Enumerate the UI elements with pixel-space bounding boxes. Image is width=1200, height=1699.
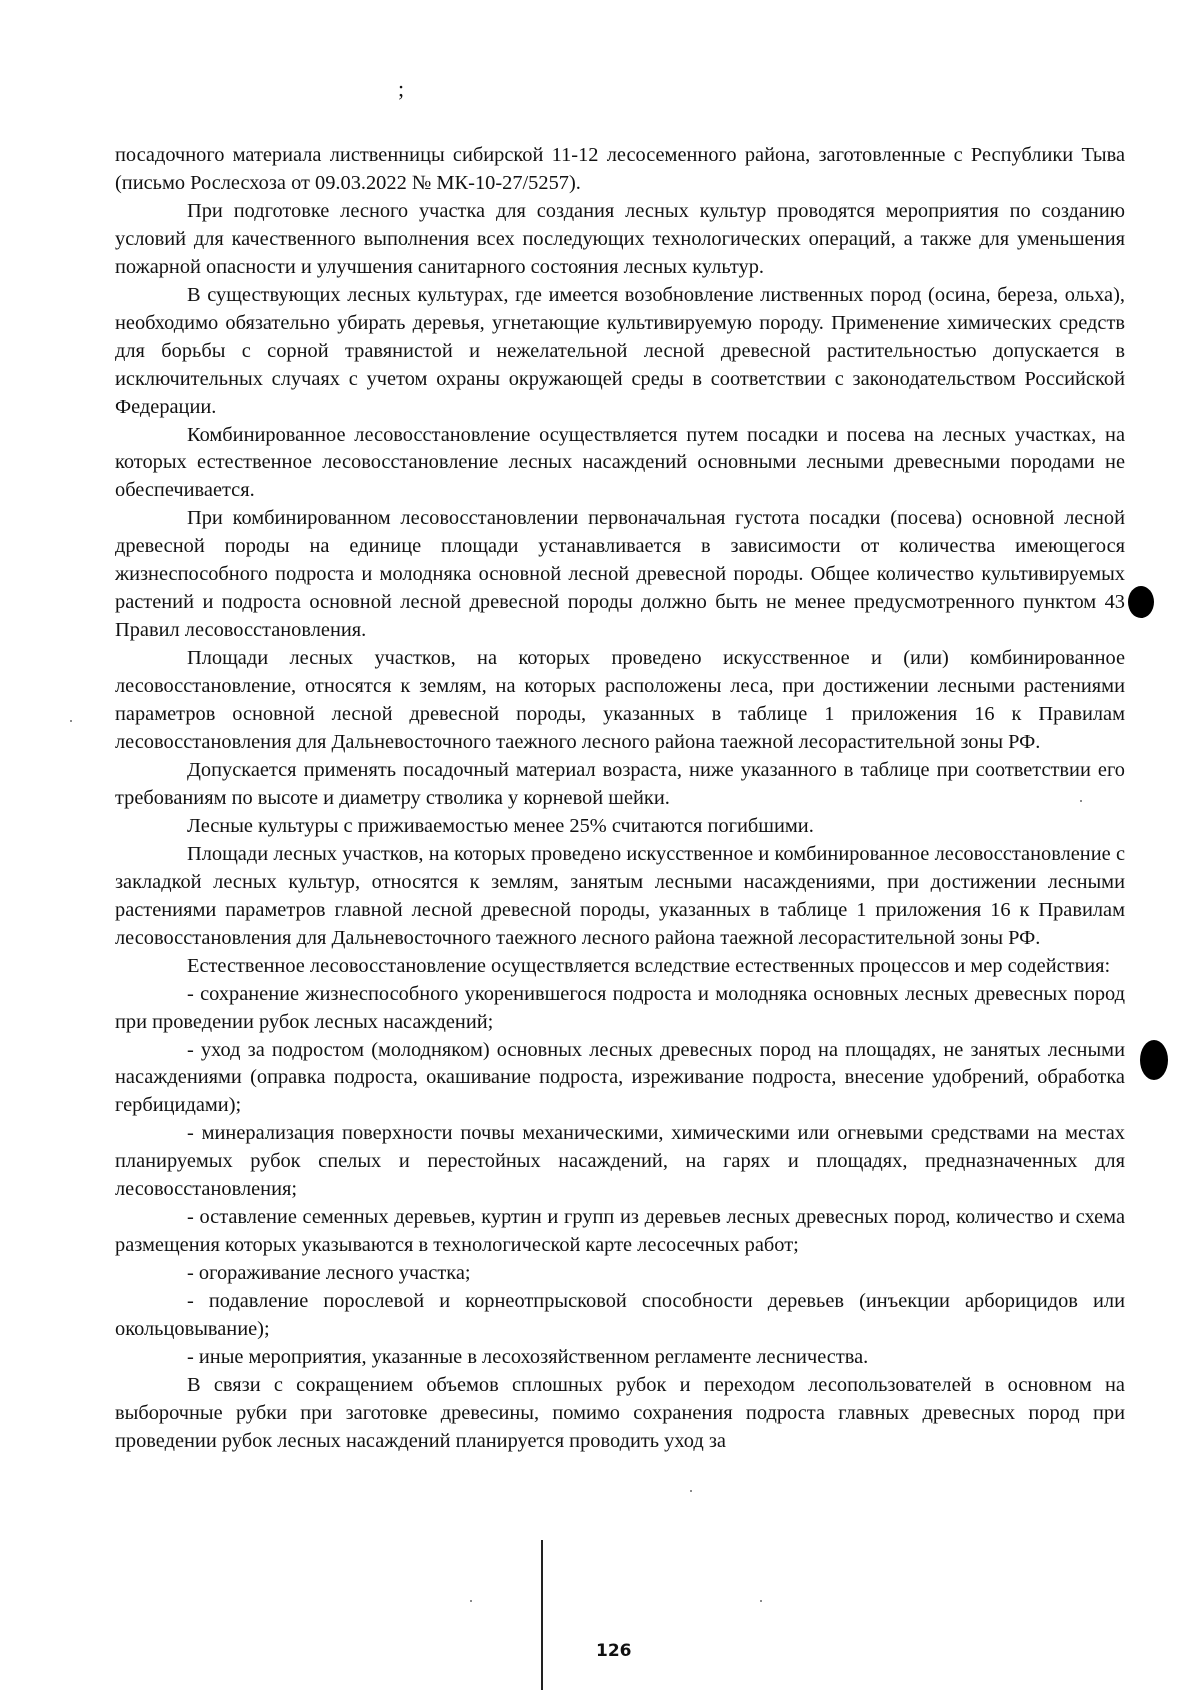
paragraph-7: Допускается применять посадочный материал возраста, ниже указанного в таблице при соответствии его требованиям по высоте и диаметру стволика у корневой шейки. — [115, 758, 1125, 809]
punch-hole-mark — [1128, 586, 1154, 618]
scan-speck — [470, 1600, 472, 1602]
list-item-5: - огораживание лесного участка; — [187, 1262, 471, 1285]
paragraph-10: Естественное лесовосстановление осуществляется вследствие естественных процессов и мер содействия: — [187, 954, 1111, 977]
paragraph-2: При подготовке лесного участка для создания лесных культур проводятся мероприятия по созданию условий для качественного выполнения всех последующих технологических операций, а также для уменьшения пожарной опасности и улучшения санитарного состояния лесных культур. — [115, 199, 1125, 278]
scan-fold-line — [541, 1540, 543, 1690]
scan-speck — [70, 720, 72, 722]
paragraph-6: Площади лесных участков, на которых проведено искусственное и (или) комбинированное лесовосстановление, относятся к землям, на которых расположены леса, при достижении лесными растениями параметров основной лесной древесной породы, указанных в таблице 1 приложения 16 к Правилам лесовосстановления для Дальневосточного таежного лесного района таежной лесорастительной зоны РФ. — [115, 647, 1125, 754]
list-item-1: - сохранение жизнеспособного укоренившегося подроста и молодняка основных лесных древесных пород при проведении рубок лесных насаждений; — [115, 982, 1125, 1033]
paragraph-11: В связи с сокращением объемов сплошных рубок и переходом лесопользователей в основном на выборочные рубки при заготовке древесины, помимо сохранения подроста главных древесных пород при проведении рубок лесных насаждений планируется проводить уход за — [115, 1373, 1125, 1452]
punch-hole-mark — [1140, 1040, 1168, 1080]
paragraph-3: В существующих лесных культурах, где имеется возобновление лиственных пород (осина, береза, ольха), необходимо обязательно убирать деревья, угнетающие культивируемую породу. Применение химических средств для борьбы с сорной травянистой и нежелательной лесной древесной растительностью допускается в исключительных случаях с учетом охраны окружающей среды в соответствии с законодательством Российской Федерации. — [115, 283, 1125, 418]
paragraph-8: Лесные культуры с приживаемостью менее 25% считаются погибшими. — [187, 814, 814, 837]
scan-speck — [690, 1490, 692, 1492]
paragraph-5: При комбинированном лесовосстановлении первоначальная густота посадки (посева) основной лесной древесной породы на единице площади устанавливается в зависимости от количества имеющегося жизнеспособного подроста и молодняка основной лесной древесной породы. Общее количество культивируемых растений и подроста основной лесной древесной породы должно быть не менее предусмотренного пунктом 43 Правил лесовосстановления. — [115, 507, 1125, 642]
stray-mark: ; — [398, 76, 405, 101]
list-item-6: - подавление порослевой и корнеотпрысковой способности деревьев (инъекции арборицидов или окольцовывание); — [115, 1290, 1125, 1341]
list-item-4: - оставление семенных деревьев, куртин и групп из деревьев лесных древесных пород, количество и схема размещения которых указываются в технологической карте лесосечных работ; — [115, 1206, 1125, 1257]
scan-speck — [1080, 800, 1082, 802]
paragraph-4: Комбинированное лесовосстановление осуществляется путем посадки и посева на лесных участках, на которых естественное лесовосстановление лесных насаждений основными лесными древесными породами не обеспечивается. — [115, 423, 1125, 502]
paragraph-1: посадочного материала лиственницы сибирской 11-12 лесосеменного района, заготовленные с Республики Тыва (письмо Рослесхоза от 09.03.2022 № МК-10-27/5257). — [115, 144, 1125, 194]
paragraph-9: Площади лесных участков, на которых проведено искусственное и комбинированное лесовосстановление с закладкой лесных культур, относятся к землям, занятым лесными насаждениями, при достижении лесными растениями параметров главной лесной древесной породы, указанных в таблице 1 приложения 16 к Правилам лесовосстановления для Дальневосточного таежного лесного района таежной лесорастительной зоны РФ. — [115, 842, 1125, 949]
scan-speck — [760, 1600, 762, 1602]
page-number: 126 — [596, 1641, 632, 1661]
list-item-3: - минерализация поверхности почвы механическими, химическими или огневыми средствами на местах планируемых рубок спелых и перестойных насаждений, на гарях и площадях, предназначенных для лесовосстановления; — [115, 1122, 1125, 1201]
list-item-7: - иные мероприятия, указанные в лесохозяйственном регламенте лесничества. — [187, 1345, 869, 1368]
body-text — [115, 142, 1125, 1456]
list-item-2: - уход за подростом (молодняком) основных лесных древесных пород на площадях, не занятых лесными насаждениями (оправка подроста, окашивание подроста, изреживание подроста, внесение удобрений, обработка гербицидами); — [115, 1038, 1125, 1117]
